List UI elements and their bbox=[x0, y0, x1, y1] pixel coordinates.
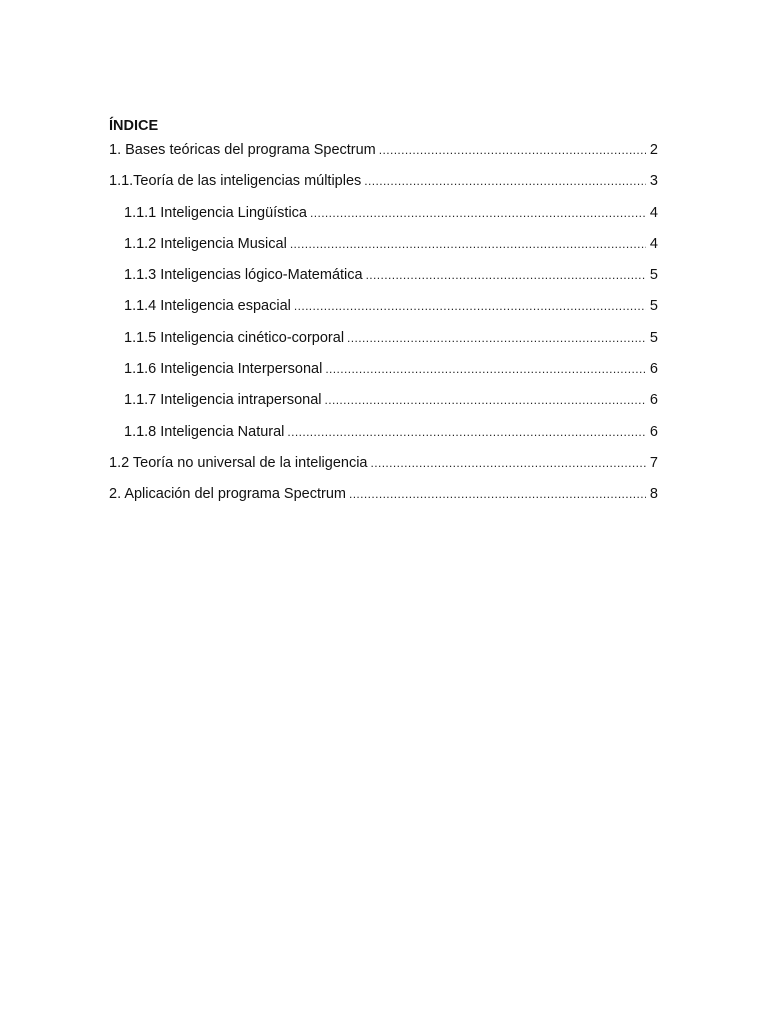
toc-entry[interactable] bbox=[109, 203, 658, 234]
toc-list bbox=[109, 140, 658, 516]
dot-leader bbox=[290, 234, 646, 254]
toc-entry-label: 1. Bases teóricas del programa Spectrum bbox=[109, 142, 376, 158]
toc-entry-label: 1.2 Teoría no universal de la inteligencia bbox=[109, 454, 368, 471]
toc-entry[interactable] bbox=[109, 453, 658, 484]
toc-entry[interactable] bbox=[109, 171, 658, 202]
toc-entry-label: 1.1.2 Inteligencia Musical bbox=[124, 235, 287, 252]
dot-leader bbox=[366, 265, 646, 285]
toc-entry-label: 1.1.4 Inteligencia espacial bbox=[124, 298, 291, 315]
toc-entry[interactable] bbox=[109, 422, 658, 453]
toc-entry-label: 1.1.6 Inteligencia Interpersonal bbox=[124, 361, 323, 378]
toc-entry-label: 1.1.1 Inteligencia Lingüística bbox=[124, 204, 307, 221]
toc-entry[interactable] bbox=[109, 296, 658, 327]
dot-leader bbox=[347, 328, 646, 348]
toc-entry-label: 1.1.7 Inteligencia intrapersonal bbox=[124, 392, 322, 409]
toc-entry[interactable] bbox=[109, 328, 658, 359]
dot-leader bbox=[364, 171, 646, 191]
toc-entry-page-number: 2 bbox=[649, 142, 658, 158]
toc-entry-page-number: 4 bbox=[649, 204, 658, 221]
dot-leader bbox=[349, 484, 646, 504]
toc-entry-label: 1.1.Teoría de las inteligencias múltiples bbox=[109, 173, 362, 190]
table-of-contents bbox=[109, 116, 658, 516]
toc-entry[interactable] bbox=[109, 484, 658, 515]
toc-entry[interactable] bbox=[109, 265, 658, 296]
toc-entry-page-number: 3 bbox=[649, 173, 658, 190]
dot-leader bbox=[325, 390, 647, 410]
toc-entry[interactable] bbox=[109, 234, 658, 265]
dot-leader bbox=[371, 453, 647, 473]
toc-entry-page-number: 4 bbox=[649, 235, 658, 252]
toc-entry-page-number: 6 bbox=[649, 423, 658, 440]
toc-entry[interactable] bbox=[109, 140, 658, 171]
toc-entry[interactable] bbox=[109, 359, 658, 390]
toc-entry-label: 1.1.3 Inteligencias lógico-Matemática bbox=[124, 267, 363, 284]
dot-leader bbox=[287, 422, 646, 442]
toc-entry-page-number: 5 bbox=[649, 267, 658, 284]
toc-entry-page-number: 6 bbox=[649, 392, 658, 409]
toc-title: ÍNDICE bbox=[109, 118, 159, 134]
dot-leader bbox=[379, 140, 646, 160]
dot-leader bbox=[310, 203, 646, 223]
dot-leader bbox=[325, 359, 646, 379]
toc-entry-label: 1.1.8 Inteligencia Natural bbox=[124, 423, 285, 440]
toc-entry[interactable] bbox=[109, 390, 658, 421]
toc-entry-page-number: 8 bbox=[649, 486, 658, 503]
toc-entry-page-number: 5 bbox=[649, 298, 658, 315]
dot-leader bbox=[294, 296, 646, 316]
toc-entry-label: 1.1.5 Inteligencia cinético-corporal bbox=[124, 329, 345, 346]
toc-entry-page-number: 7 bbox=[649, 454, 658, 471]
toc-entry-label: 2. Aplicación del programa Spectrum bbox=[109, 486, 346, 503]
toc-entry-page-number: 6 bbox=[649, 361, 658, 378]
toc-entry-page-number: 5 bbox=[649, 329, 658, 346]
